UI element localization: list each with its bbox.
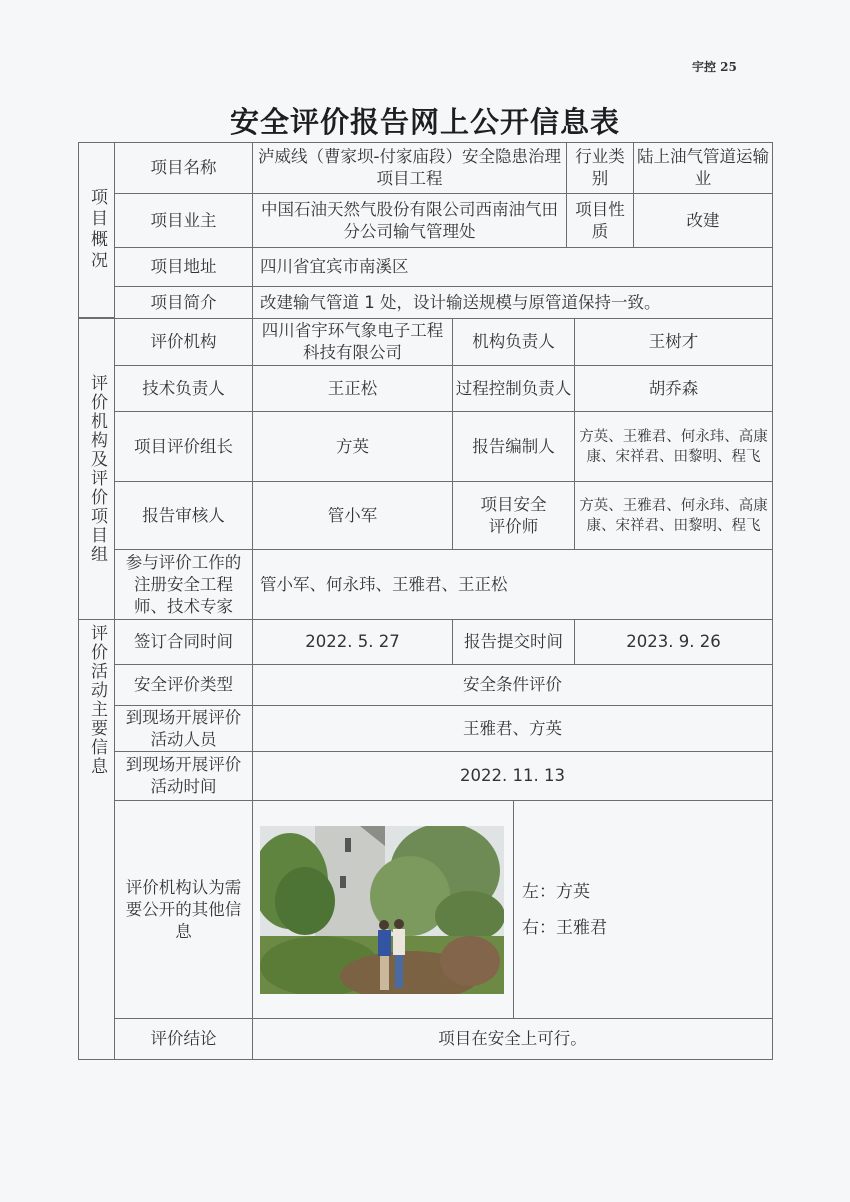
caption-left: 左：方英 xyxy=(522,881,590,902)
label-nature: 项目性质 xyxy=(566,193,634,248)
value-project-name: 泸威线（曹家坝-付家庙段）安全隐患治理项目工程 xyxy=(252,142,567,194)
value-address: 四川省宜宾市南溪区 xyxy=(252,247,773,287)
label-industry: 行业类别 xyxy=(566,142,634,194)
value-summary: 改建输气管道 1 处，设计输送规模与原管道保持一致。 xyxy=(252,286,773,319)
label-project-name: 项目名称 xyxy=(114,142,253,194)
label-summary: 项目简介 xyxy=(114,286,253,319)
value-reviewer: 管小军 xyxy=(252,481,453,550)
label-report-writers: 报告编制人 xyxy=(452,411,575,482)
label-site-people: 到现场开展评价活动人员 xyxy=(114,705,253,752)
section-activity-text: 评价活动主要信息 xyxy=(87,624,107,776)
value-owner: 中国石油天然气股份有限公司西南油气田分公司输气管理处 xyxy=(252,193,567,248)
label-site-date: 到现场开展评价活动时间 xyxy=(114,751,253,801)
section-label-overview xyxy=(78,142,115,318)
section-label-activity xyxy=(78,619,115,1060)
value-eval-type: 安全条件评价 xyxy=(252,664,773,706)
site-photo xyxy=(260,826,504,994)
section-overview-text: 项目概况 xyxy=(87,188,107,272)
page-title: 安全评价报告网上公开信息表 xyxy=(229,105,620,139)
value-site-date: 2022. 11. 13 xyxy=(252,751,773,801)
value-tech-head: 王正松 xyxy=(252,365,453,412)
value-org: 四川省宇环气象电子工程科技有限公司 xyxy=(252,318,453,366)
value-conclusion: 项目在安全上可行。 xyxy=(252,1018,773,1060)
label-other-info: 评价机构认为需要公开的其他信息 xyxy=(114,800,253,1019)
section-org-text: 评价机构及评价项目组 xyxy=(87,374,107,564)
document-code: 宇控 25 xyxy=(692,60,737,74)
value-safety-assessors: 方英、王雅君、何永玮、高康康、宋祥君、田黎明、程飞 xyxy=(574,481,773,550)
label-process-head: 过程控制负责人 xyxy=(452,365,575,412)
label-org: 评价机构 xyxy=(114,318,253,366)
value-contract-date: 2022. 5. 27 xyxy=(252,619,453,665)
label-conclusion: 评价结论 xyxy=(114,1018,253,1060)
label-eval-type: 安全评价类型 xyxy=(114,664,253,706)
value-nature: 改建 xyxy=(633,193,773,248)
value-org-head: 王树才 xyxy=(574,318,773,366)
caption-right: 右：王雅君 xyxy=(522,917,607,938)
value-team-lead: 方英 xyxy=(252,411,453,482)
value-industry: 陆上油气管道运输业 xyxy=(633,142,773,194)
label-team-lead: 项目评价组长 xyxy=(114,411,253,482)
label-contract-date: 签订合同时间 xyxy=(114,619,253,665)
label-submit-date: 报告提交时间 xyxy=(452,619,575,665)
value-engineers: 管小军、何永玮、王雅君、王正松 xyxy=(252,549,773,620)
value-process-head: 胡乔森 xyxy=(574,365,773,412)
label-reviewer: 报告审核人 xyxy=(114,481,253,550)
label-safety-assessors: 项目安全评价师 xyxy=(452,481,575,550)
photo-caption-cell xyxy=(513,800,773,1019)
label-engineers: 参与评价工作的注册安全工程师、技术专家 xyxy=(114,549,253,620)
section-label-org xyxy=(78,318,115,620)
value-report-writers: 方英、王雅君、何永玮、高康康、宋祥君、田黎明、程飞 xyxy=(574,411,773,482)
label-address: 项目地址 xyxy=(114,247,253,287)
label-owner: 项目业主 xyxy=(114,193,253,248)
value-site-people: 王雅君、方英 xyxy=(252,705,773,752)
label-org-head: 机构负责人 xyxy=(452,318,575,366)
label-tech-head: 技术负责人 xyxy=(114,365,253,412)
value-submit-date: 2023. 9. 26 xyxy=(574,619,773,665)
